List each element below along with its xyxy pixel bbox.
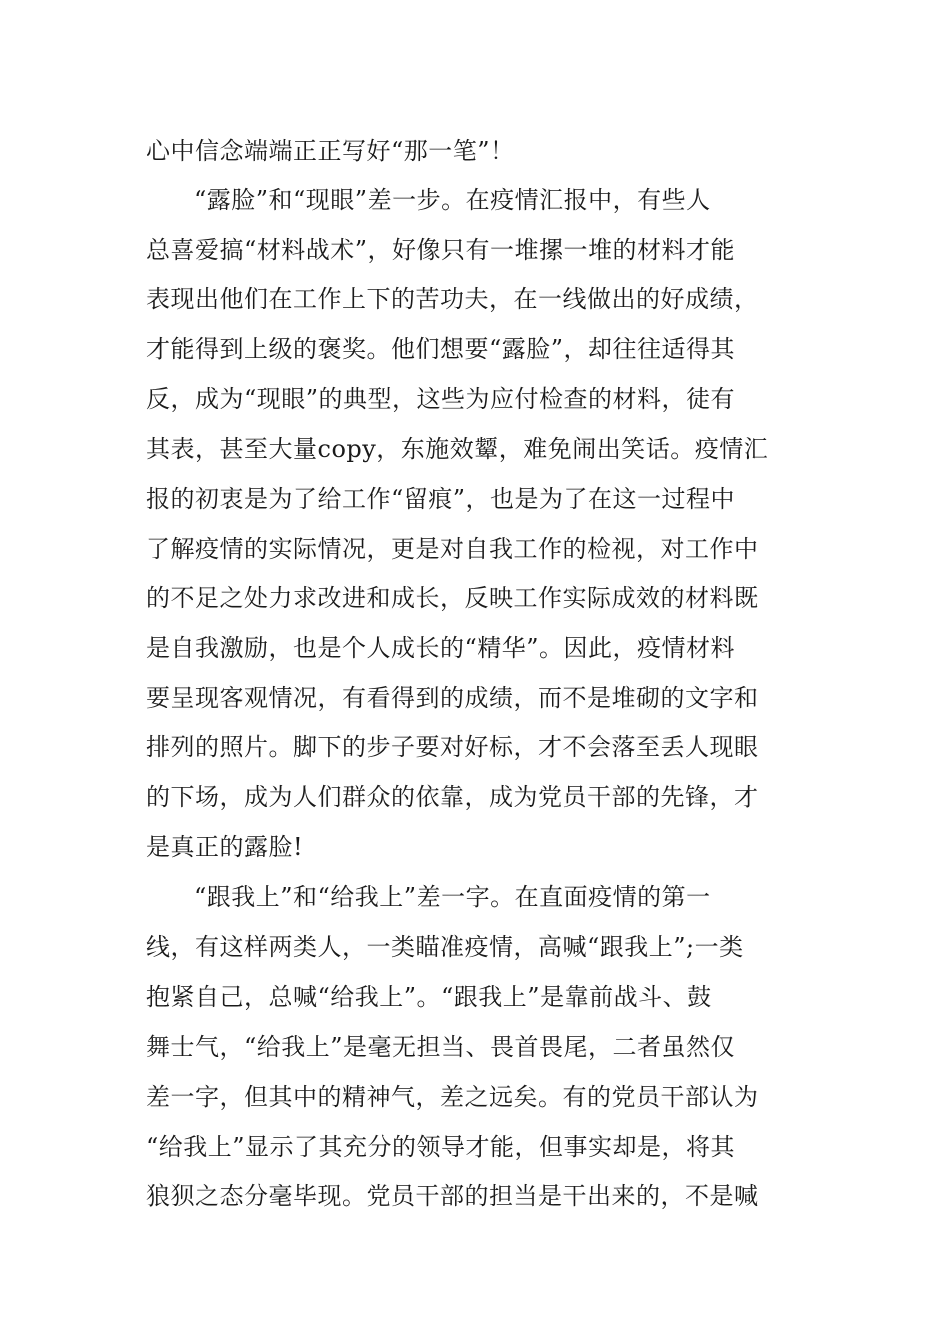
text-line: 是真正的露脸!	[146, 833, 304, 861]
text-line: 狼狈之态分毫毕现。党员干部的担当是干出来的，不是喊	[146, 1182, 759, 1210]
text-line: “给我上”显示了其充分的领导才能，但事实却是，将其	[146, 1133, 736, 1161]
paragraph-first-line: “跟我上”和“给我上”差一字。在直面疫情的第一	[194, 883, 711, 911]
text-line: 报的初衷是为了给工作“留痕”，也是为了在这一过程中	[146, 485, 736, 513]
text-line: 总喜爱搞“材料战术”，好像只有一堆摞一堆的材料才能	[146, 236, 736, 264]
text-line: 的下场，成为人们群众的依靠，成为党员干部的先锋，才	[146, 783, 759, 811]
text-line: 心中信念端端正正写好“那一笔”！	[146, 137, 515, 165]
text-line: 反，成为“现眼”的典型，这些为应付检查的材料，徒有	[146, 385, 736, 413]
text-line: 表现出他们在工作上下的苦功夫，在一线做出的好成绩，	[146, 285, 759, 313]
text-line: 其表，甚至大量copy，东施效颦，难免闹出笑话。疫情汇	[146, 435, 769, 463]
text-line: 是自我激励，也是个人成长的“精华”。因此，疫情材料	[146, 634, 736, 662]
text-line: 差一字，但其中的精神气，差之远矣。有的党员干部认为	[146, 1083, 759, 1111]
text-line: 的不足之处力求改进和成长，反映工作实际成效的材料既	[146, 584, 759, 612]
paragraph-first-line: “露脸”和“现眼”差一步。在疫情汇报中，有些人	[194, 186, 711, 214]
text-line: 线，有这样两类人，一类瞄准疫情，高喊“跟我上”;一类	[146, 933, 744, 961]
text-line: 要呈现客观情况，有看得到的成绩，而不是堆砌的文字和	[146, 684, 759, 712]
text-line: 排列的照片。脚下的步子要对好标，才不会落至丢人现眼	[146, 733, 759, 761]
text-line: 抱紧自己，总喊“给我上”。“跟我上”是靠前战斗、鼓	[146, 983, 712, 1011]
text-line: 才能得到上级的褒奖。他们想要“露脸”，却往往适得其	[146, 335, 736, 363]
text-line: 舞士气，“给我上”是毫无担当、畏首畏尾，二者虽然仅	[146, 1033, 736, 1061]
text-line: 了解疫情的实际情况，更是对自我工作的检视，对工作中	[146, 535, 759, 563]
